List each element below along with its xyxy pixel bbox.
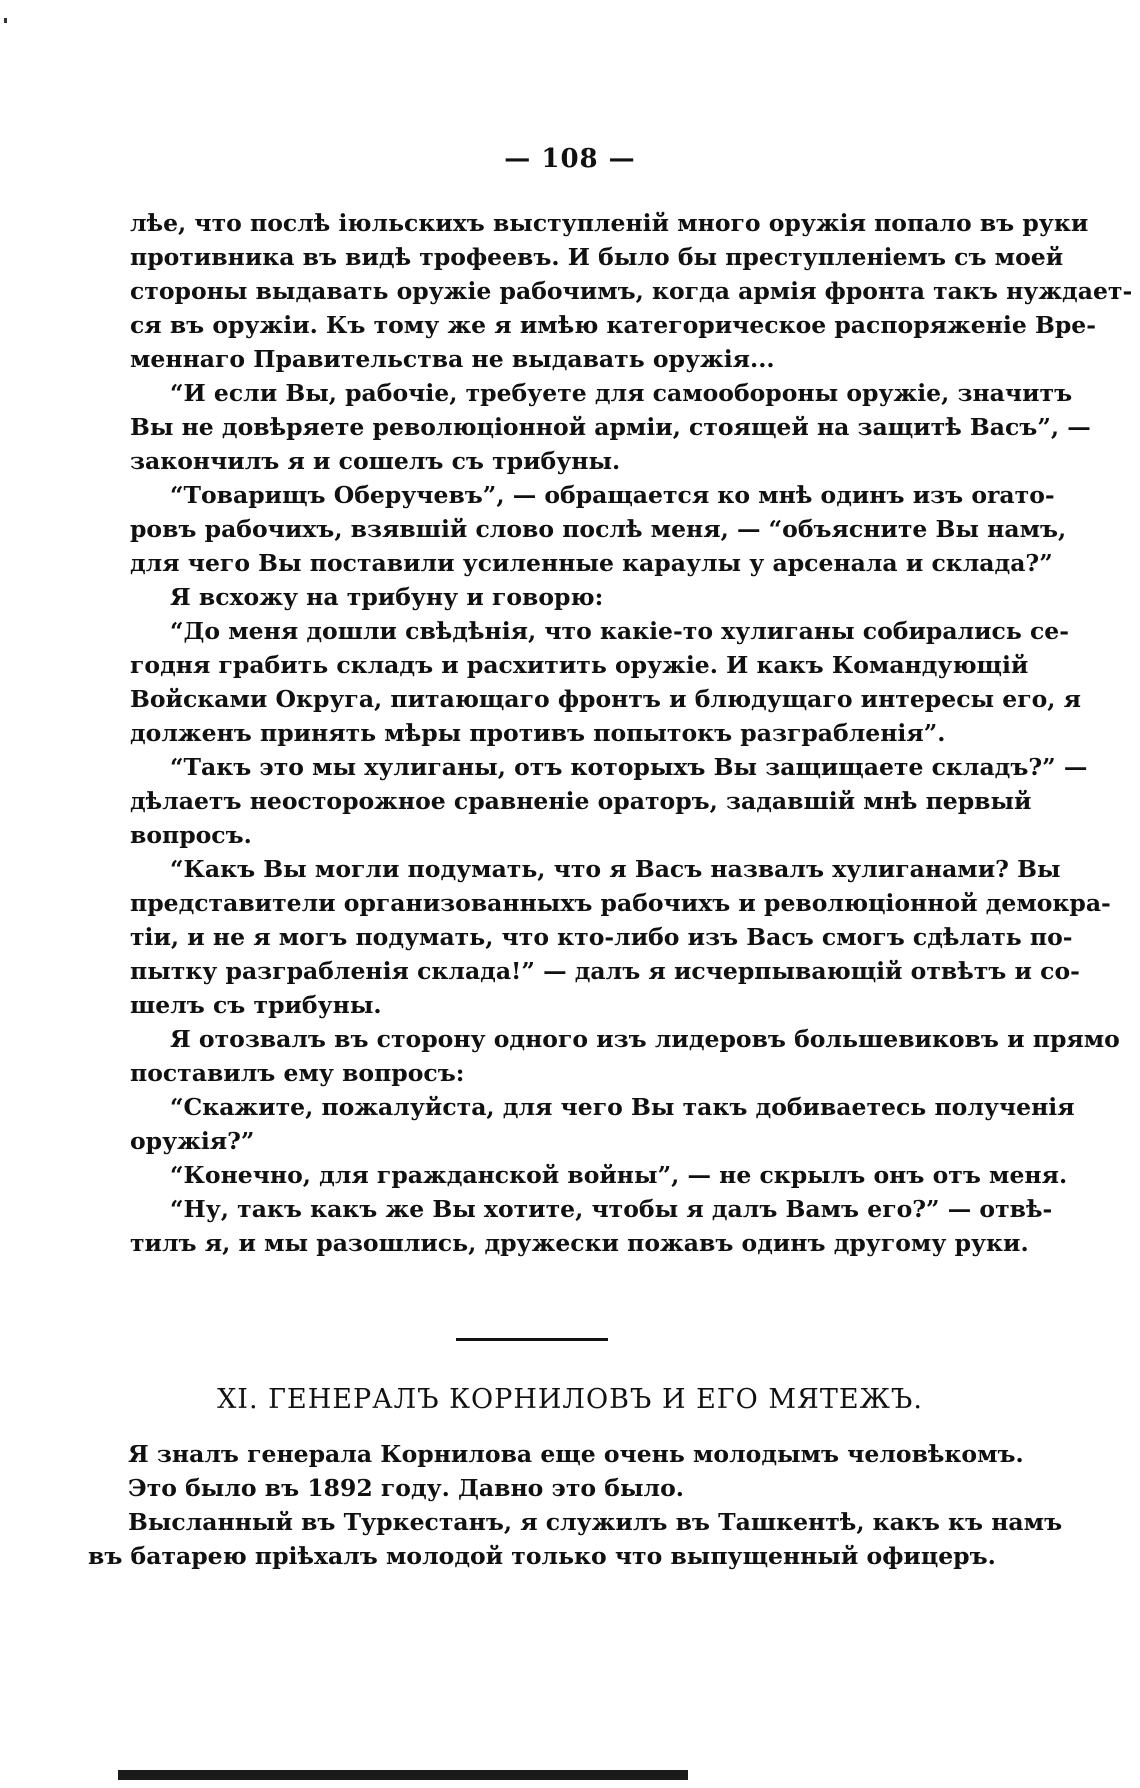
text-line: “И если Вы, рабочіе, требуете для самообороны оружіе, значитъ	[170, 379, 1073, 407]
text-line: Я всхожу на трибуну и говорю:	[170, 583, 604, 611]
text-line: лѣе, что послѣ іюльскихъ выступленій много оружія попало въ руки	[130, 209, 1089, 237]
text-line: пытку разграбленія склада!” — далъ я исчерпывающій отвѣтъ и со-	[130, 957, 1080, 985]
text-line: вопросъ.	[130, 821, 252, 849]
scan-speck	[4, 18, 7, 23]
text-line: закончилъ я и сошелъ съ трибуны.	[130, 447, 621, 475]
text-line: “Ну, такъ какъ же Вы хотите, чтобы я далъ Вамъ его?” — отвѣ-	[170, 1195, 1053, 1223]
text-line: Вы не довѣряете революціонной арміи, стоящей на защитѣ Васъ”, —	[130, 413, 1091, 441]
text-line: ровъ рабочихъ, взявшій слово послѣ меня, — “объясните Вы намъ,	[130, 515, 1067, 543]
chapter-title: XI. ГЕНЕРАЛЪ КОРНИЛОВЪ И ЕГО МЯТЕЖЪ.	[217, 1384, 923, 1415]
text-line: ся въ оружіи. Къ тому же я имѣю категорическое распоряженіе Вре-	[130, 311, 1096, 339]
text-line: “Скажите, пожалуйста, для чего Вы такъ добиваетесь полученія	[170, 1093, 1075, 1121]
body-text	[130, 206, 1133, 1260]
text-line: для чего Вы поставили усиленные караулы у арсенала и склада?”	[130, 549, 1053, 577]
text-line: Я зналъ генерала Корнилова еще очень молодымъ человѣкомъ.	[128, 1440, 1024, 1468]
text-line: “Какъ Вы могли подумать, что я Васъ назвалъ хулиганами? Вы	[170, 855, 1061, 883]
text-line: Я отозвалъ въ сторону одного изъ лидеровъ большевиковъ и прямо	[170, 1025, 1120, 1053]
chapter-text	[88, 1437, 1063, 1573]
text-line: “Товарищъ Оберучевъ”, — обращается ко мнѣ одинъ изъ orато-	[170, 481, 1055, 509]
text-line: оружія?”	[130, 1127, 255, 1155]
text-line: дѣлаетъ неосторожное сравненіе ораторъ, задавшій мнѣ первый	[130, 787, 1032, 815]
text-line: тіи, и не я могъ подумать, что кто-либо изъ Васъ смогъ сдѣлать по-	[130, 923, 1073, 951]
text-line: противника въ видѣ трофеевъ. И было бы преступленіемъ съ моей	[130, 243, 1064, 271]
text-line: “До меня дошли свѣдѣнія, что какіе-то хулиганы собирались се-	[170, 617, 1070, 645]
text-line: Высланный въ Туркестанъ, я служилъ въ Ташкентѣ, какъ къ намъ	[128, 1508, 1063, 1536]
text-line: стороны выдавать оружіе рабочимъ, когда армія фронта такъ нуждает-	[130, 277, 1133, 305]
text-line: Войсками Округа, питающаго фронтъ и блюдущаго интересы его, я	[130, 685, 1081, 713]
page-number: — 108 —	[504, 144, 636, 174]
text-line: тилъ я, и мы разошлись, дружески пожавъ одинъ другому руки.	[130, 1229, 1029, 1257]
scan-edge-bar	[118, 1770, 688, 1780]
text-line: долженъ принять мѣры противъ попытокъ разграбленія”.	[130, 719, 946, 747]
text-line: “Такъ это мы хулиганы, отъ которыхъ Вы защищаете складъ?” —	[170, 753, 1088, 781]
text-line: меннаго Правительства не выдавать оружія...	[130, 345, 775, 373]
text-line: поставилъ ему вопросъ:	[130, 1059, 465, 1087]
text-line: “Конечно, для гражданской войны”, — не скрылъ онъ отъ меня.	[170, 1161, 1068, 1189]
text-line: въ батарею пріѣхалъ молодой только что выпущенный офицеръ.	[88, 1542, 996, 1570]
text-line: Это было въ 1892 году. Давно это было.	[128, 1474, 684, 1502]
text-line: годня грабить складъ и расхитить оружіе. И какъ Командующій	[130, 651, 1029, 679]
text-line: представители организованныхъ рабочихъ и революціонной демокра-	[130, 889, 1111, 917]
section-divider	[456, 1338, 608, 1341]
text-line: шелъ съ трибуны.	[130, 991, 382, 1019]
